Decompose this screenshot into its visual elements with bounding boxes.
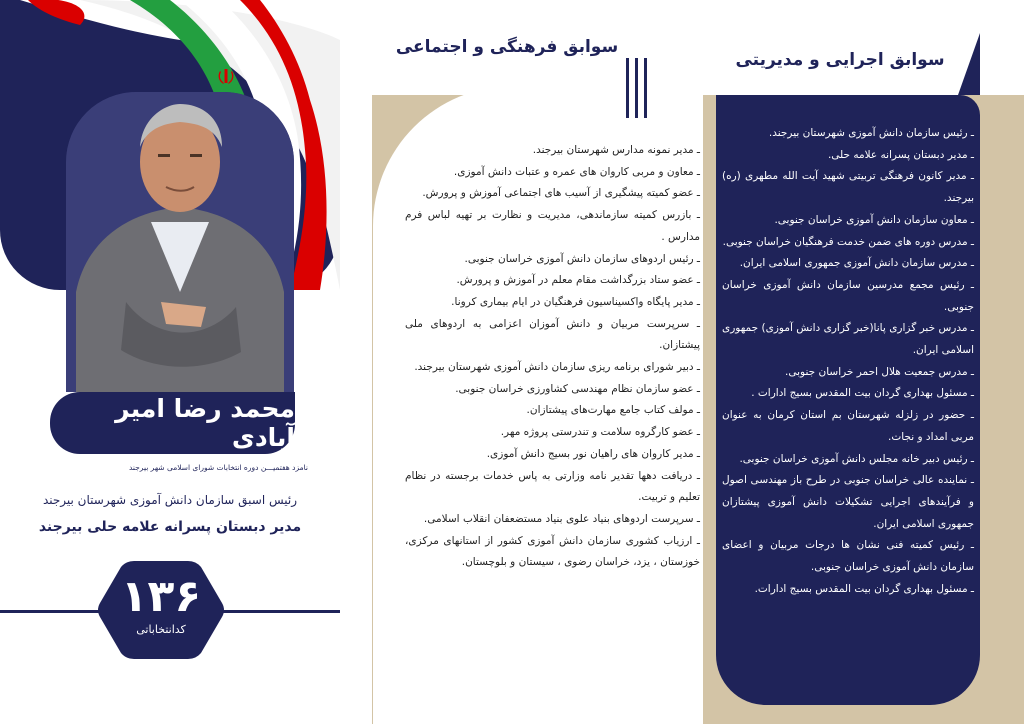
- list-item: ـ معاون سازمان دانش آموزی خراسان جنوبی.: [774, 213, 974, 226]
- list-item: ـ دریافت دهها تقدیر نامه وزارتی به پاس خدمات برجسته در نظام تعلیم و تربیت.: [405, 469, 700, 504]
- list-item: ـ مدرس دوره های ضمن خدمت فرهنگیان خراسان جنوبی.: [722, 235, 974, 248]
- list-item: ـ مسئول بهداری گردان بیت المقدس بسیج ادارات .: [751, 387, 974, 400]
- list-item: ـ رئیس مجمع مدرسین سازمان دانش آموزی خراسان جنوبی.: [722, 278, 974, 313]
- current-role: مدیر دبستان پسرانه علامه حلی بیرجند: [38, 519, 302, 535]
- candidate-name: محمد رضا امیر آبادی: [115, 394, 295, 452]
- list-item: ـ حضور در زلزله شهرستان بم استان کرمان به عنوان مربی امداد و نجات.: [722, 409, 974, 443]
- cultural-title: سوابق فرهنگی و اجتماعی: [395, 37, 619, 57]
- candidate-photo: [66, 92, 294, 392]
- list-item: ـ سرپرست اردوهای بنیاد علوی بنیاد مستضعفان انقلاب اسلامی.: [423, 512, 700, 525]
- list-item: ـ مدیر پایگاه واکسیناسیون فرهنگیان در ایام بیماری کرونا.: [451, 295, 700, 308]
- title-divider-bars: [626, 58, 652, 118]
- divider-right: [222, 610, 340, 613]
- list-item: ـ مدیر کاروان های راهیان نور بسیج دانش آموزی.: [486, 447, 700, 460]
- nominee-caption: نامزد هفتمیـــن دوره انتخابات شورای اسلامی شهر بیرجند: [128, 463, 308, 472]
- list-item: ـ عضو سازمان نظام مهندسی کشاورزی خراسان جنوبی.: [455, 382, 700, 395]
- list-item: ـ مولف کتاب جامع مهارت‌های پیشتازان.: [526, 404, 700, 417]
- executive-title: سوابق اجرایی و مدیریتی: [735, 50, 945, 70]
- candidate-name-box: [50, 392, 295, 454]
- list-item: ـ سرپرست مربیان و دانش آموزان اعزامی به اردوهای ملی پیشتازان.: [405, 317, 700, 352]
- candidate-panel: [0, 0, 340, 724]
- list-item: ـ عضو کمیته پیشگیری از آسیب های اجتماعی آموزش و پرورش.: [422, 187, 700, 200]
- list-item: ـ مدیر نمونه مدارس شهرستان بیرجند.: [532, 144, 700, 156]
- executive-list: [722, 123, 974, 600]
- list-item: ـ ارزیاب کشوری سازمان دانش آموزی کشور از استانهای مرکزی، خوزستان ، یزد، خراسان رضوی ، سیستان و بلوچستان.: [405, 534, 700, 569]
- cultural-list: [405, 140, 700, 574]
- list-item: ـ رئیس کمیته فنی نشان ها درجات مربیان و اعضای سازمان دانش آموزی خراسان جنوبی.: [722, 539, 974, 574]
- election-code: ۱۳۶: [120, 571, 202, 622]
- list-item: ـ معاون و مربی کاروان های عمره و عتبات دانش آموزی.: [453, 165, 700, 178]
- previous-role: رئیس اسبق سازمان دانش آموزی شهرستان بیرجند: [42, 493, 298, 507]
- list-item: ـ بازرس کمیته سازماندهی، مدیریت و نظارت بر تهیه لباس فرم مدارس .: [405, 209, 700, 243]
- list-item: ـ نماینده عالی خراسان جنوبی در طرح باز مهندسی اصول و فرآیندهای اجرایی تشکیلات دانش آموزی پیشتازان جمهوری اسلامی ایران.: [722, 474, 974, 530]
- election-code-label: کدانتخاباتی: [136, 623, 186, 636]
- list-item: ـ مدرس سازمان دانش آموزی جمهوری اسلامی ایران.: [739, 257, 974, 270]
- divider-left: [0, 610, 100, 613]
- list-item: ـ رئیس سازمان دانش آموزی شهرستان بیرجند.: [768, 127, 974, 139]
- election-code-badge: [96, 557, 226, 663]
- list-item: ـ مدیر کانون فرهنگی تربیتی شهید آیت الله مطهری (ره) بیرجند.: [722, 170, 974, 205]
- list-item: ـ مدرس جمعیت هلال احمر خراسان جنوبی.: [785, 365, 974, 378]
- list-item: ـ عضو ستاد بزرگداشت مقام معلم در آموزش و پرورش.: [456, 274, 700, 287]
- list-item: ـ مدیر دبستان پسرانه علامه حلی.: [827, 148, 974, 161]
- list-item: ـ عضو کارگروه سلامت و تندرستی پروژه مهر.: [500, 426, 700, 439]
- list-item: ـ رئیس دبیر خانه مجلس دانش آموزی خراسان جنوبی.: [739, 452, 974, 465]
- list-item: ـ مسئول بهداری گردان بیت المقدس بسیج ادارات.: [754, 582, 974, 595]
- list-item: ـ مدرس خبر گزاری پانا(خبر گزاری دانش آموزی) جمهوری اسلامی ایران.: [722, 322, 974, 357]
- list-item: ـ رئیس اردوهای سازمان دانش آموزی خراسان جنوبی.: [464, 252, 700, 265]
- list-item: ـ دبیر شورای برنامه ریزی سازمان دانش آموزی شهرستان بیرجند.: [414, 361, 700, 374]
